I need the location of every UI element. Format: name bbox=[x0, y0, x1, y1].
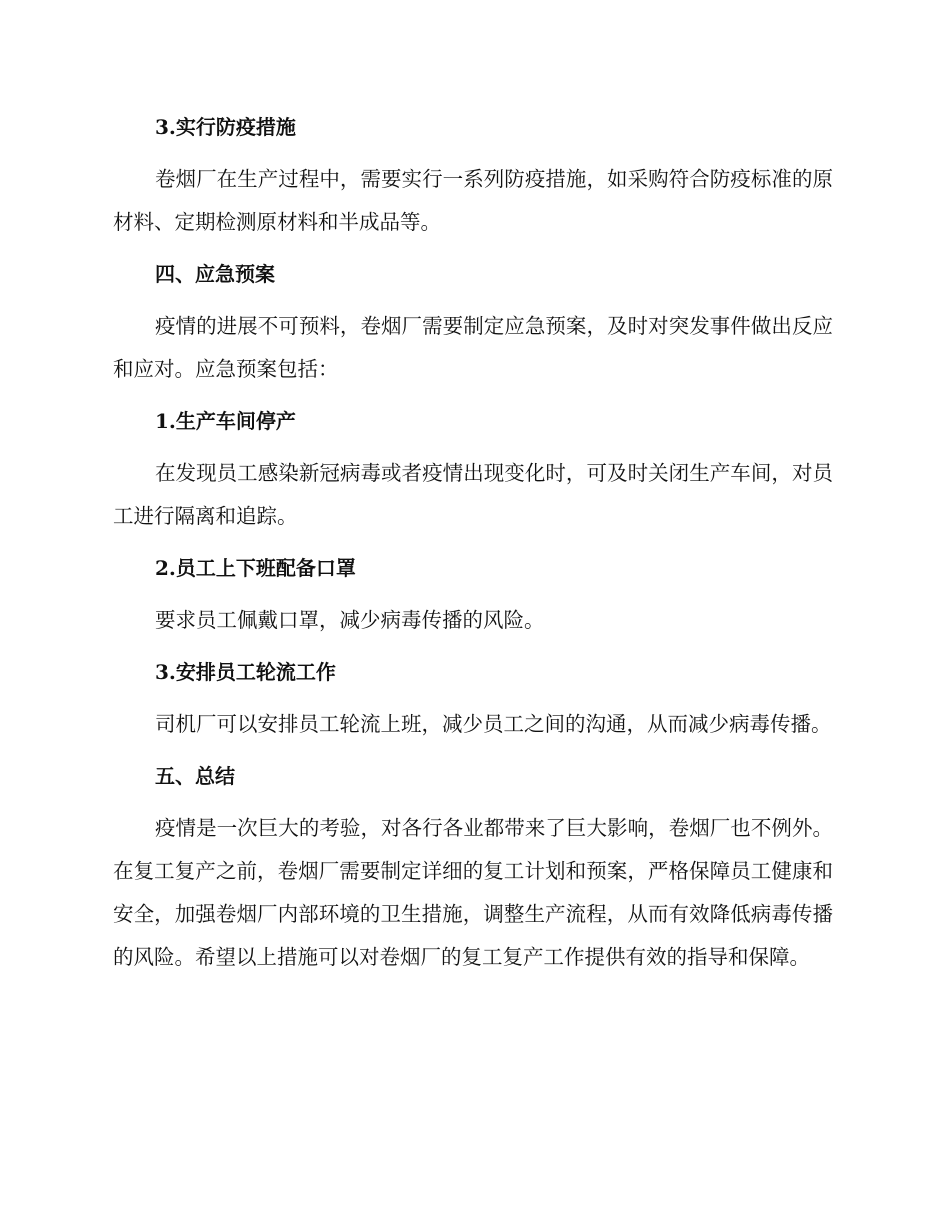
paragraph-epidemic-measures: 卷烟厂在生产过程中，需要实行一系列防疫措施，如采购符合防疫标准的原材料、定期检测原材料和半成品等。 bbox=[113, 167, 833, 234]
paragraph-masks: 要求员工佩戴口罩，减少病毒传播的风险。 bbox=[155, 608, 545, 632]
section-heading-rotation: 3.安排员工轮流工作 bbox=[155, 660, 336, 684]
paragraph-workshop-shutdown: 在发现员工感染新冠病毒或者疫情出现变化时，可及时关闭生产车间，对员工进行隔离和追踪。 bbox=[113, 461, 833, 528]
paragraph-emergency-plan: 疫情的进展不可预料，卷烟厂需要制定应急预案，及时对突发事件做出反应和应对。应急预案包括： bbox=[113, 314, 833, 381]
paragraph-summary: 疫情是一次巨大的考验，对各行各业都带来了巨大影响，卷烟厂也不例外。在复工复产之前，卷烟厂需要制定详细的复工计划和预案，严格保障员工健康和安全，加强卷烟厂内部环境的卫生措施，调整生产流程，从而有效降低病毒传播的风险。希望以上措施可以对卷烟厂的复工复产工作提供有效的指导和保障。 bbox=[113, 816, 833, 969]
paragraph-rotation: 司机厂可以安排员工轮流上班，减少员工之间的沟通，从而减少病毒传播。 bbox=[155, 712, 832, 736]
section-heading-masks: 2.员工上下班配备口罩 bbox=[155, 556, 356, 580]
section-heading-summary: 五、总结 bbox=[155, 764, 235, 788]
section-heading-emergency-plan: 四、应急预案 bbox=[155, 262, 275, 286]
section-heading-workshop-shutdown: 1.生产车间停产 bbox=[155, 409, 296, 433]
document-body bbox=[113, 106, 833, 988]
section-heading-epidemic-measures: 3.实行防疫措施 bbox=[155, 115, 296, 139]
